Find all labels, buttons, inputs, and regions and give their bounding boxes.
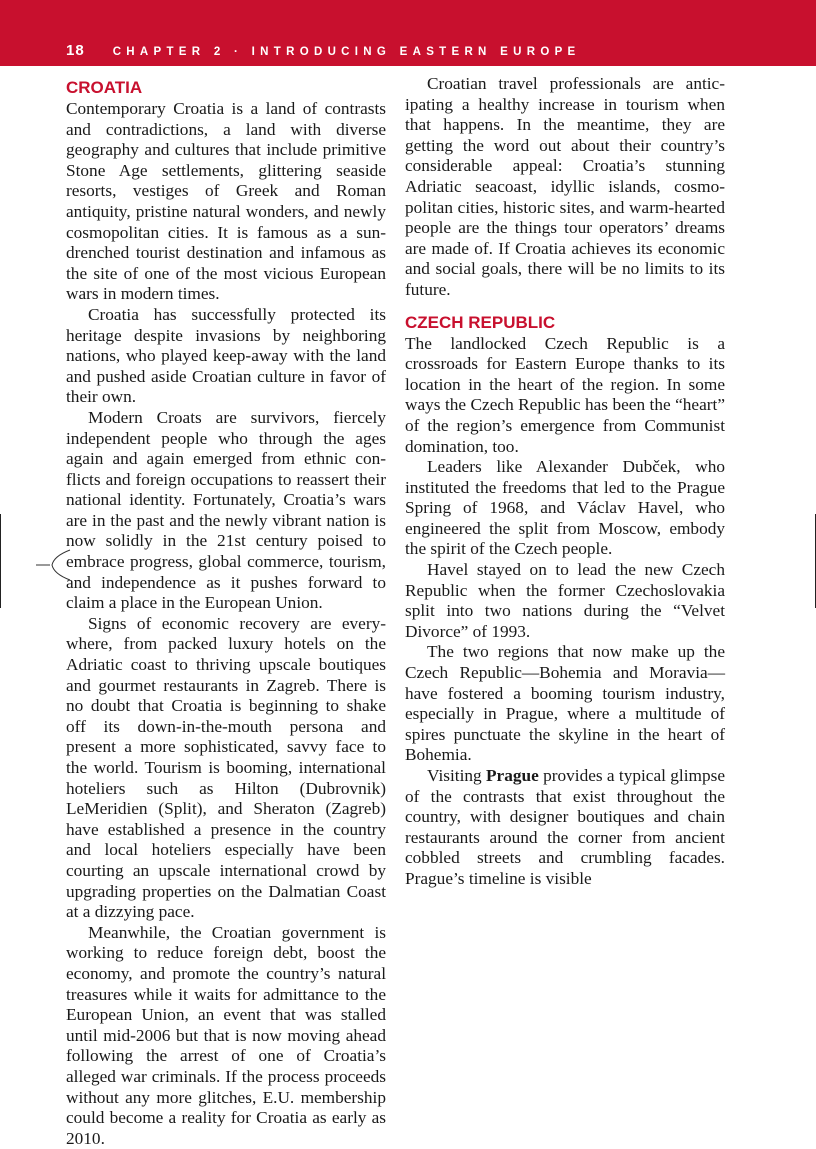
right-column [405,74,725,890]
czech-paragraph-3: Havel stayed on to lead the new Czech Republic when the former Czechoslovakia split into two nations during the “Velvet Divorce” of 1993. [405,560,725,641]
croatia-paragraph-4: Signs of economic recovery are everywhere, from packed luxury hotels on the Adriatic coast to thriving upscale boutiques and gourmet restaurants in Zagreb. There is no doubt that Croatia is beginning to shake off its down-in-the-mouth persona and present a more sophisticated, savvy face to the world. Tourism is booming, international hoteliers such as Hilton (Dubrovnik) LeMeridien (Split), and Sheraton (Zagreb) have established a presence in the country and local hoteliers especially have been courting an upscale international crowd by upgrading properties on the Dalmatian Coast at a dizzying pace. [66,613,386,922]
czech-paragraph-5 [405,766,725,890]
czech-paragraph-4: The two regions that now make up the Czech Republic—Bohemia and Moravia—have fostered a booming tourism industry, especially in Prague, where a multitude of spires punctuate the skyline in the heart of Bohemia. [405,642,725,765]
czech-republic-heading: CZECH REPUBLIC [405,312,556,332]
visiting-lead: Visiting [427,766,486,785]
czech-paragraph-1: The landlocked Czech Republic is a crossroads for Eastern Europe thanks to its location in the heart of the region. In some ways the Czech Republic has been the “heart” of the region’s emergence from Communist domination, too. [405,333,725,456]
croatia-paragraph-2: Croatia has successfully protected its heritage despite invasions by neighboring nations, who played keep-away with the land and pushed aside Croatian culture in favor of their own. [66,304,386,407]
chapter-title: CHAPTER 2 · INTRODUCING EASTERN EUROPE [112,46,581,58]
croatia-paragraph-5: Meanwhile, the Croatian government is working to reduce foreign debt, boost the economy, and promote the country’s natural treasures while it waits for admittance to the European Union, an event that was stalled until mid-2006 but that is now moving ahead following the arrest of one of Croatia’s alleged war criminals. If the process proceeds without any more glitches, E.U. membership could become a reality for Croatia as early as 2010. [66,922,386,1148]
visiting-rest: provides a typical glimpse of the contrasts that exist throughout the country, with designer boutiques and chain restaurants around the corner from ancient cobbled streets and crumbling facades. Prague’s timeline is visible [405,766,725,888]
crop-mark-left [0,514,1,608]
croatia-paragraph-1: Contemporary Croatia is a land of contrasts and contradictions, a land with diverse geography and cultures that include primitive Stone Age settlements, glittering seaside resorts, vestiges of Greek and Roman antiquity, pristine natural wonders, and newly cosmopolitan cities. It is famous as a sun-drenched tourist destination and infamous as the site of one of the most vicious European wars in modern times. [66,99,386,304]
czech-paragraph-2: Leaders like Alexander Dubček, who instituted the freedoms that led to the Prague Spring of 1968, and Václav Havel, who engineered the split from Moscow, embody the spirit of the Czech people. [405,457,725,559]
running-header [66,42,581,62]
croatia-paragraph-6: Croatian travel professionals are anticipating a healthy increase in tourism when that happens. In the meantime, they are getting the word out about their country’s considerable appeal: Croatia’s stunning Adriatic seacoast, idyllic islands, cosmopolitan cities, historic sites, and warm-hearted people are the things tour operators’ dreams are made of. If Croatia achieves its economic and social goals, there will be no limits to its future. [405,74,725,299]
prague-bold: Prague [485,766,539,785]
page-number: 18 [66,42,85,59]
croatia-paragraph-3: Modern Croats are survivors, fiercely independent people who through the ages again and again emerged from ethnic conflicts and foreign occupations to reassert their national identity. Fortunately, Croatia’s wars are in the past and the newly vibrant nation is now solidly in the 21st century poised to embrace progress, global commerce, tourism, and independence as it pushes forward to claim a place in the European Union. [66,407,386,613]
left-column [66,74,386,1149]
croatia-heading: CROATIA [66,78,143,97]
